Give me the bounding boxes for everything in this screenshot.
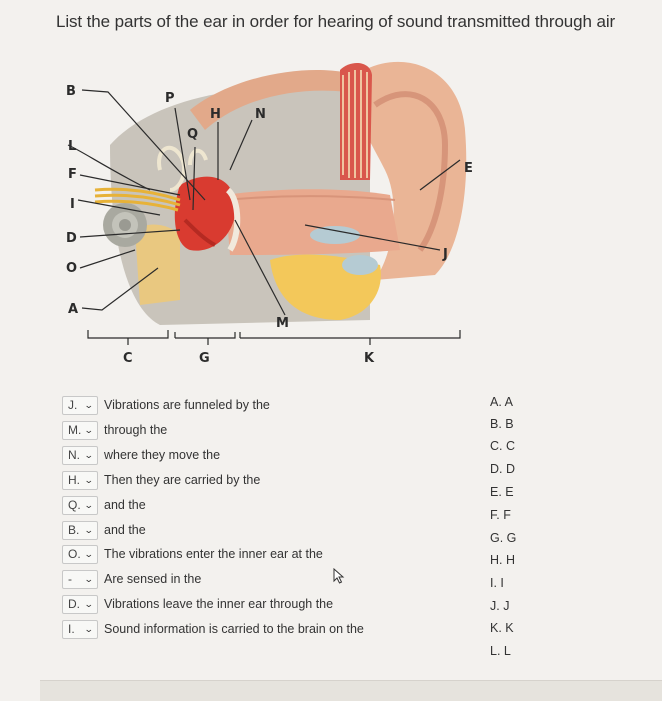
row-text: Vibrations are funneled by the [104,398,270,412]
row-text: Vibrations leave the inner ear through the [104,597,334,611]
row-text: Are sensed in the [104,572,202,586]
diagram-label-f: F [68,167,77,182]
diagram-label-j: J [443,247,448,262]
option-item: F. F [490,508,511,522]
diagram-label-n: N [255,107,266,122]
option-item: A. A [490,395,513,409]
diagram-label-d: D [66,231,77,246]
answer-dropdown[interactable]: - ⌄ [62,570,98,589]
diagram-label-p: P [165,91,175,106]
answer-row [62,569,201,589]
answer-dropdown[interactable]: I. ⌄ [62,620,98,639]
row-text: The vibrations enter the inner ear at the [104,547,323,561]
chevron-down-icon: ⌄ [84,424,95,435]
option-item: I. I [490,576,504,590]
diagram-label-l: L [68,139,77,154]
diagram-label-g: G [199,351,210,366]
diagram-label-k: K [364,351,375,366]
chevron-down-icon: ⌄ [84,499,95,510]
ear-diagram [40,50,500,375]
row-text: through the [104,423,168,437]
diagram-label-b: B [66,84,76,99]
diagram-label-a: A [68,302,79,317]
option-item: G. G [490,531,517,545]
row-text: and the [104,498,146,512]
mouse-pointer-icon [333,568,345,584]
answer-dropdown[interactable]: N. ⌄ [62,446,98,465]
option-item: K. K [490,621,514,635]
answer-row [62,395,270,415]
answer-row [62,470,260,490]
diagram-label-h: H [210,107,221,122]
answer-row [62,420,167,440]
answer-dropdown[interactable]: J. ⌄ [62,396,98,415]
option-item: D. D [490,462,515,476]
option-item: H. H [490,553,515,567]
chevron-down-icon: ⌄ [84,573,95,584]
answer-row [62,619,364,639]
diagram-label-i: I [70,197,75,212]
row-text: Sound information is carried to the brain on the [104,622,364,636]
chevron-down-icon: ⌄ [84,623,95,634]
option-item: C. C [490,439,515,453]
answer-dropdown[interactable]: O. ⌄ [62,545,98,564]
answer-row [62,520,146,540]
answer-dropdown[interactable]: M. ⌄ [62,421,98,440]
answer-row [62,544,323,564]
chevron-down-icon: ⌄ [84,474,95,485]
option-item: E. E [490,485,514,499]
option-item: L. L [490,644,511,658]
question-text: List the parts of the ear in order for hearing of sound transmitted through air [56,12,616,31]
chevron-down-icon: ⌄ [84,449,95,460]
answer-dropdown[interactable]: Q. ⌄ [62,496,98,515]
chevron-down-icon: ⌄ [84,598,95,609]
row-text: Then they are carried by the [104,473,261,487]
diagram-label-e: E [464,161,473,176]
diagram-label-q: Q [187,127,199,142]
row-text: where they move the [104,448,221,462]
answer-row [62,445,220,465]
diagram-label-m: M [276,316,289,331]
bottom-bar [40,680,662,701]
answer-row [62,594,333,614]
chevron-down-icon: ⌄ [84,524,95,535]
diagram-label-o: O [66,261,78,276]
row-text: and the [104,523,146,537]
option-item: J. J [490,599,510,613]
diagram-label-c: C [123,351,133,366]
answer-dropdown[interactable]: B. ⌄ [62,521,98,540]
chevron-down-icon: ⌄ [84,548,95,559]
chevron-down-icon: ⌄ [84,399,95,410]
option-item: B. B [490,417,514,431]
answer-dropdown[interactable]: H. ⌄ [62,471,98,490]
answer-row [62,495,146,515]
answer-dropdown[interactable]: D. ⌄ [62,595,98,614]
